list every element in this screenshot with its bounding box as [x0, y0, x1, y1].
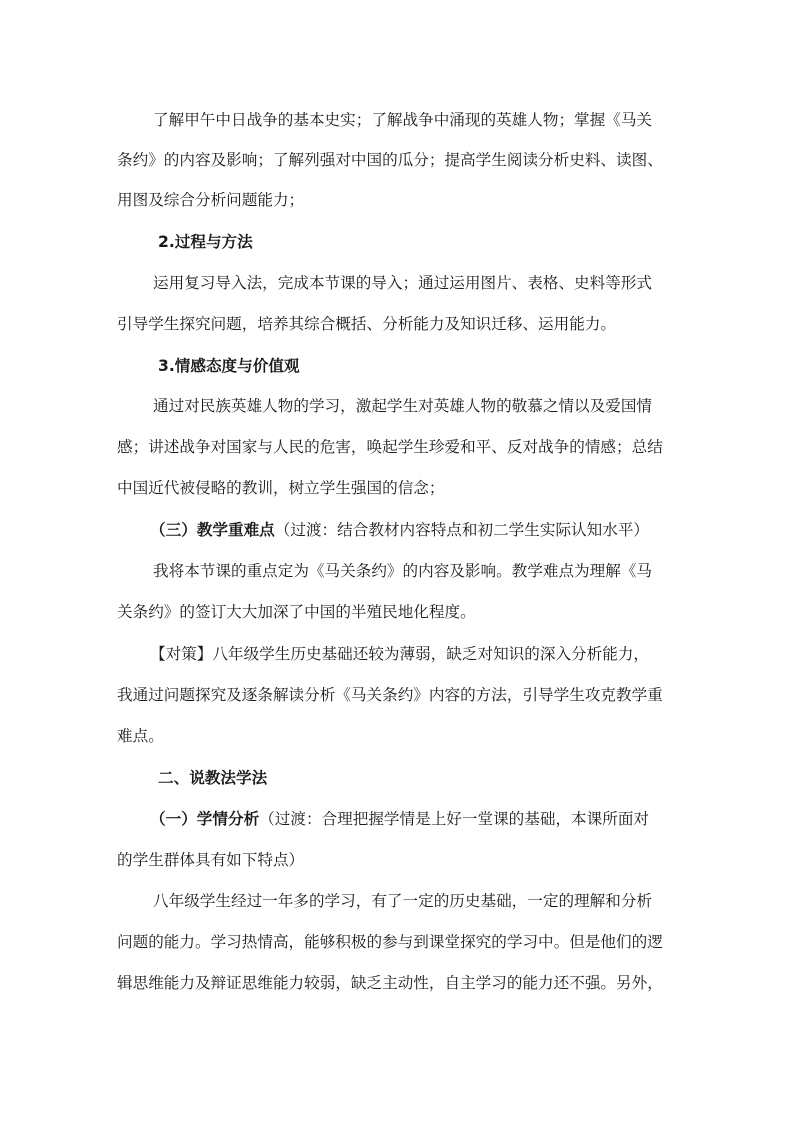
- text-line: 【对策】八年级学生历史基础还较为薄弱，缺乏对知识的深入分析能力，: [150, 645, 650, 663]
- heading-learning-analysis-title: （一）学情分析: [150, 810, 260, 828]
- heading-process-method: 2.过程与方法: [158, 233, 253, 251]
- text-line: 的学生群体具有如下特点）: [117, 851, 305, 869]
- text-line: 问题的能力。学习热情高，能够积极的参与到课堂探究的学习中。但是他们的逻: [117, 933, 663, 951]
- heading-key-points: [150, 520, 720, 540]
- text-line: 了解甲午中日战争的基本史实；了解战争中涌现的英雄人物；掌握《马关: [153, 111, 653, 129]
- text-line: 我通过问题探究及逐条解读分析《马关条约》内容的方法，引导学生攻克教学重: [117, 686, 663, 704]
- text-line: 中国近代被侵略的教训，树立学生强国的信念；: [117, 479, 445, 497]
- text-line: 八年级学生经过一年多的学习，有了一定的历史基础，一定的理解和分析: [153, 892, 653, 910]
- text-line: 条约》的内容及影响；了解列强对中国的瓜分；提高学生阅读分析史料、读图、: [117, 151, 663, 169]
- text-line: 引导学生探究问题，培养其综合概括、分析能力及知识迁移、运用能力。: [117, 315, 617, 333]
- text-line: 辑思维能力及辩证思维能力较弱，缺乏主动性，自主学习的能力还不强。另外，: [117, 974, 663, 992]
- heading-emotion-values: 3.情感态度与价值观: [158, 357, 300, 375]
- heading-learning-analysis: [150, 809, 720, 829]
- heading-key-points-note: （过渡：结合教材内容特点和初二学生实际认知水平）: [274, 521, 650, 539]
- heading-key-points-title: （三）教学重难点: [150, 521, 275, 539]
- text-line: 关条约》的签订大大加深了中国的半殖民地化程度。: [117, 603, 476, 621]
- heading-learning-analysis-note: （过渡：合理把握学情是上好一堂课的基础，本课所面对: [259, 810, 650, 828]
- text-line: 难点。: [117, 727, 164, 745]
- text-line: 用图及综合分析问题能力；: [117, 191, 305, 209]
- text-line: 我将本节课的重点定为《马关条约》的内容及影响。教学难点为理解《马: [153, 562, 653, 580]
- text-line: 运用复习导入法，完成本节课的导入；通过运用图片、表格、史料等形式: [153, 274, 653, 292]
- text-line: 通过对民族英雄人物的学习，激起学生对英雄人物的敬慕之情以及爱国情: [153, 397, 653, 415]
- text-line: 感；讲述战争对国家与人民的危害，唤起学生珍爱和平、反对战争的情感；总结: [117, 438, 663, 456]
- heading-section-two: 二、说教法学法: [158, 769, 268, 787]
